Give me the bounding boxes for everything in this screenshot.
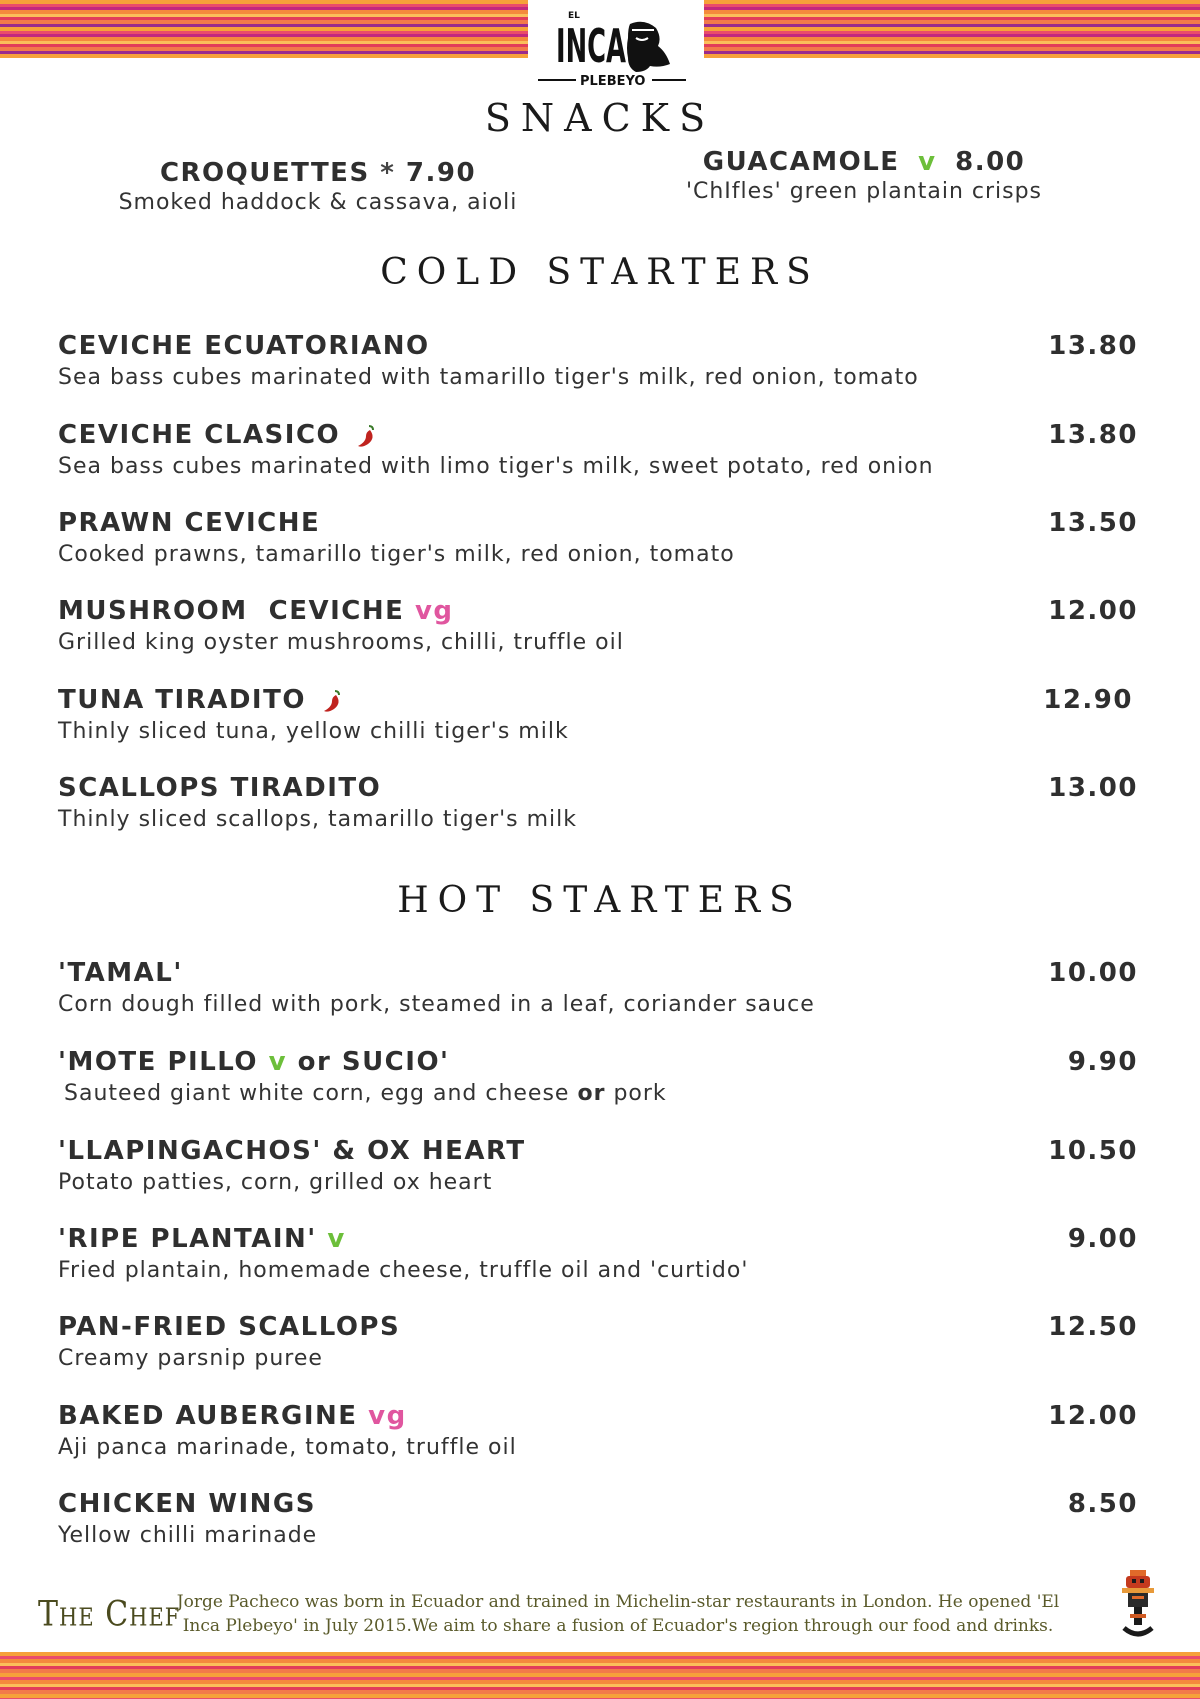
item-price: 13.50: [1048, 508, 1138, 538]
item-description: Yellow chilli marinade: [58, 1523, 318, 1548]
item-name: PRAWN CEVICHE: [58, 508, 321, 538]
item-name: TUNA TIRADITO: [58, 685, 306, 715]
item-price: 13.80: [1048, 420, 1138, 450]
item-description: Potato patties, corn, grilled ox heart: [58, 1170, 493, 1195]
item-mark: *: [380, 158, 396, 188]
snack-guacamole: [644, 147, 1084, 204]
chef-title: The Chef: [38, 1594, 181, 1635]
item-name: 'RIPE PLANTAIN': [58, 1224, 317, 1254]
snacks-title: SNACKS: [484, 96, 716, 140]
vegan-tag: vg: [414, 596, 454, 626]
logo-sub-text: PLEBEYO: [580, 74, 646, 89]
item-name: 'LLAPINGACHOS' & OX HEART: [58, 1136, 526, 1166]
item-name: GUACAMOLE: [702, 147, 900, 177]
item-price: 12.90: [1043, 685, 1133, 715]
vegetarian-tag: v: [268, 1047, 288, 1077]
item-description: 'ChIfles' green plantain crisps: [685, 179, 1043, 204]
hot-starters-title: HOT STARTERS: [397, 880, 803, 921]
item-description: Corn dough filled with pork, steamed in a leaf, coriander sauce: [58, 992, 815, 1017]
menu-item: [58, 508, 1138, 588]
item-name: BAKED AUBERGINE: [58, 1401, 358, 1431]
cold-starters-title: COLD STARTERS: [380, 252, 820, 293]
logo-main-text: INCA: [556, 19, 626, 73]
item-description-alt: pork: [613, 1081, 667, 1106]
item-name: CEVICHE CLASICO: [58, 420, 341, 450]
vegetarian-tag: v: [327, 1224, 346, 1254]
item-description: Grilled king oyster mushrooms, chilli, truffle oil: [58, 630, 624, 655]
item-description: Creamy parsnip puree: [58, 1346, 323, 1371]
item-price: 12.00: [1048, 1401, 1138, 1431]
item-price: 13.00: [1048, 773, 1138, 803]
menu-item: [58, 1401, 1138, 1481]
item-description: Smoked haddock & cassava, aioli: [118, 190, 518, 215]
vegan-tag: vg: [368, 1401, 407, 1431]
menu-item: [58, 596, 1138, 676]
chili-icon: [323, 689, 343, 713]
item-description: Thinly sliced tuna, yellow chilli tiger's milk: [58, 719, 569, 744]
menu-item: [58, 685, 1138, 765]
menu-item: [58, 1047, 1138, 1127]
item-name: 'MOTE PILLO: [58, 1047, 259, 1077]
item-name: MUSHROOM CEVICHE: [58, 596, 405, 626]
item-price: 12.00: [1048, 596, 1138, 626]
description-or: or: [577, 1081, 606, 1106]
item-price: 8.00: [955, 147, 1026, 177]
menu-item: [58, 420, 1138, 500]
chef-bio: Jorge Pacheco was born in Ecuador and trained in Michelin-star restaurants in London. He opened 'El Inca Plebeyo' in July 2015.We aim to share a fusion of Ecuador's region through our food and drinks.: [176, 1592, 1060, 1636]
item-name: CEVICHE ECUATORIANO: [58, 331, 430, 361]
menu-item: [58, 331, 1138, 411]
item-price: 10.00: [1048, 958, 1138, 988]
item-name: CROQUETTES: [159, 158, 370, 188]
bottom-stripe-border: [0, 1652, 1200, 1699]
item-name: SCALLOPS TIRADITO: [58, 773, 382, 803]
item-description: Cooked prawns, tamarillo tiger's milk, red onion, tomato: [58, 542, 735, 567]
item-name: 'TAMAL': [58, 958, 183, 988]
item-price: 12.50: [1048, 1312, 1138, 1342]
vegetarian-tag: v: [918, 147, 937, 177]
item-price: 7.90: [405, 158, 477, 188]
chili-icon: [357, 424, 377, 448]
item-description: Sauteed giant white corn, egg and cheese: [64, 1081, 570, 1106]
item-description: Sea bass cubes marinated with limo tiger's milk, sweet potato, red onion: [58, 454, 934, 479]
item-price: 9.00: [1067, 1224, 1138, 1254]
menu-item: [58, 958, 1138, 1038]
restaurant-logo: [528, 0, 704, 92]
menu-item: [58, 1224, 1138, 1304]
item-price: 10.50: [1048, 1136, 1138, 1166]
item-name: CHICKEN WINGS: [58, 1489, 316, 1519]
item-price: 13.80: [1048, 331, 1138, 361]
item-description: Fried plantain, homemade cheese, truffle oil and 'curtido': [58, 1258, 749, 1283]
snack-croquettes: [98, 158, 538, 215]
item-description: Aji panca marinade, tomato, truffle oil: [58, 1435, 517, 1460]
menu-item: [58, 1136, 1138, 1216]
menu-item: [58, 1489, 1138, 1569]
menu-item: [58, 773, 1138, 853]
item-price: 9.90: [1067, 1047, 1138, 1077]
totem-icon: [1118, 1568, 1158, 1640]
item-name-suffix: or SUCIO': [297, 1047, 450, 1077]
item-description: Sea bass cubes marinated with tamarillo tiger's milk, red onion, tomato: [58, 365, 919, 390]
item-name: PAN-FRIED SCALLOPS: [58, 1312, 401, 1342]
item-price: 8.50: [1067, 1489, 1138, 1519]
logo-prefix: EL: [568, 11, 580, 21]
item-description: Thinly sliced scallops, tamarillo tiger's milk: [58, 807, 578, 832]
menu-item: [58, 1312, 1138, 1392]
